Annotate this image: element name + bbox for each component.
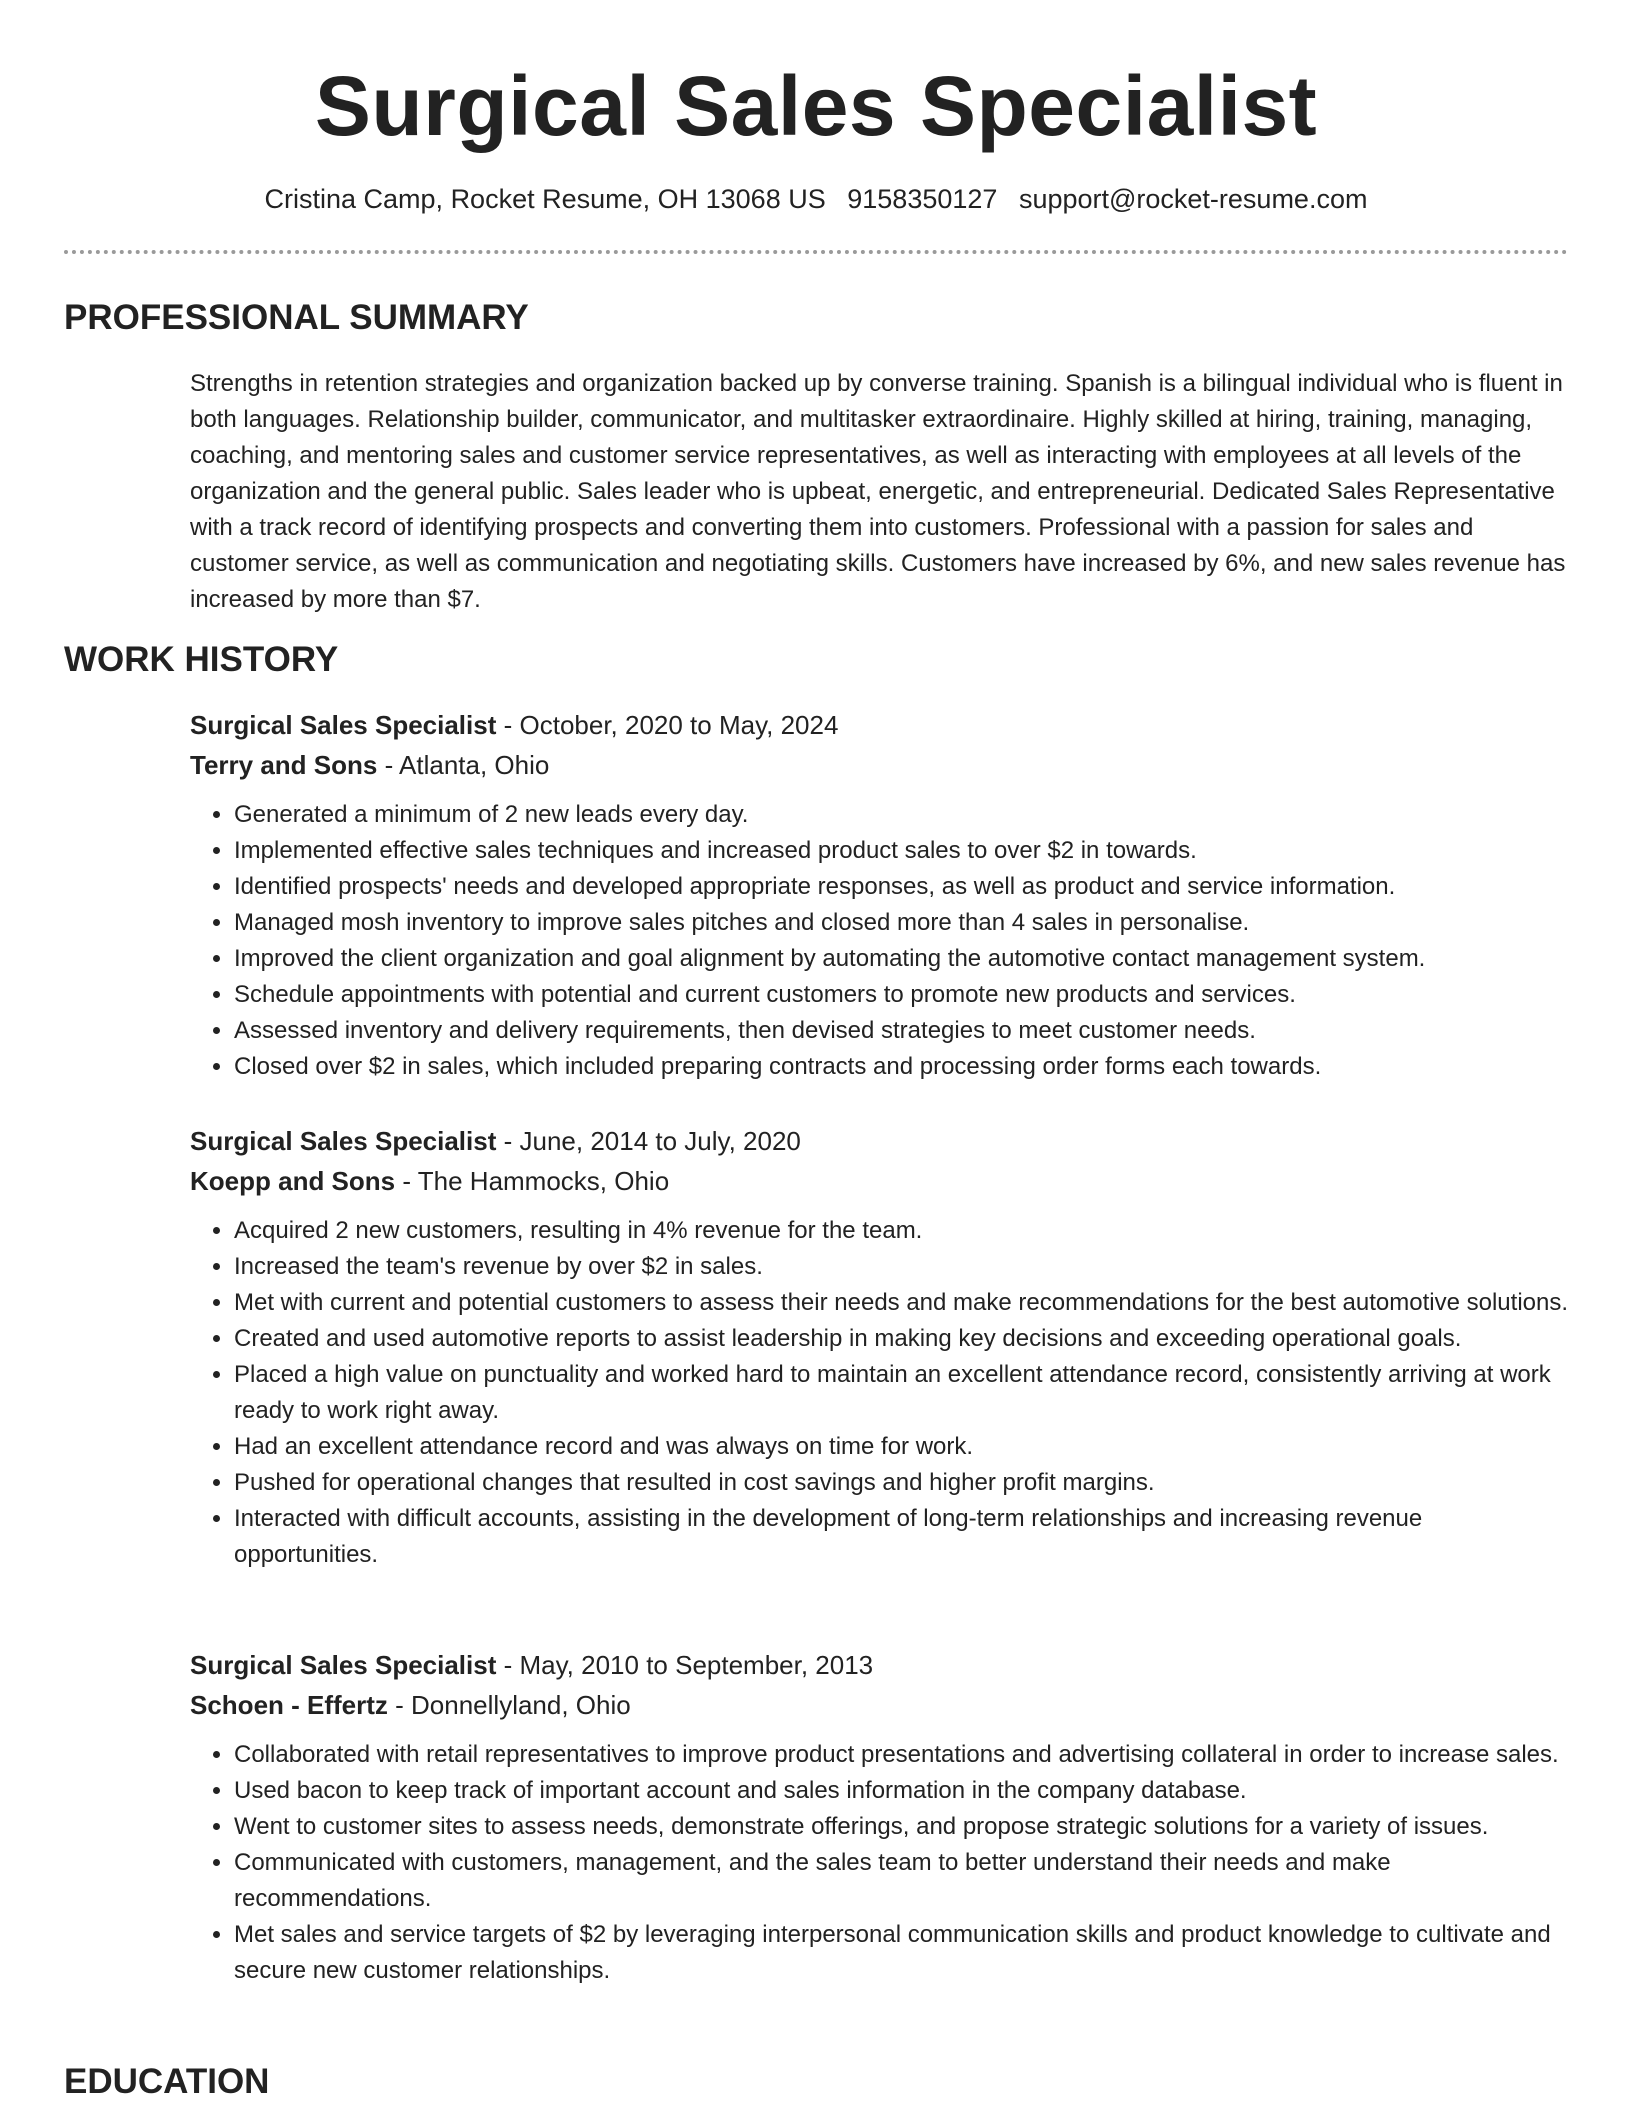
job-company: Terry and Sons — [190, 750, 378, 780]
summary-heading: PROFESSIONAL SUMMARY — [64, 298, 529, 337]
job-location: - Atlanta, Ohio — [377, 750, 550, 780]
job-entry — [190, 705, 1568, 1085]
job-bullet: • Managed mosh inventory to improve sales pitches and closed more than 4 sales in personalise. — [234, 905, 1568, 941]
job-bullet: • Acquired 2 new customers, resulting in 4% revenue for the team. — [234, 1213, 1568, 1249]
job-bullet: • Went to customer sites to assess needs, demonstrate offerings, and propose strategic solutions for a variety of issues. — [234, 1809, 1568, 1845]
job-bullets — [190, 797, 1568, 1085]
job-entry — [190, 1645, 1568, 1989]
job-location: - Donnellyland, Ohio — [387, 1690, 631, 1720]
job-bullet: • Communicated with customers, management, and the sales team to better understand their needs and make recommendations. — [234, 1845, 1568, 1917]
job-bullet: • Implemented effective sales techniques and increased product sales to over $2 in towards. — [234, 833, 1568, 869]
job-bullet: • Schedule appointments with potential and current customers to promote new products and services. — [234, 977, 1568, 1013]
job-entry — [190, 1121, 1568, 1573]
job-bullet: • Collaborated with retail representatives to improve product presentations and advertising collateral in order to increase sales. — [234, 1737, 1568, 1773]
job-bullet: • Placed a high value on punctuality and worked hard to maintain an excellent attendance record, consistently arriving at work ready to work right away. — [234, 1357, 1568, 1429]
job-title: Surgical Sales Specialist — [190, 710, 497, 740]
job-company: Schoen - Effertz — [190, 1690, 388, 1720]
summary-text: Strengths in retention strategies and organization backed up by converse training. Spanish is a bilingual individual who is fluent in both languages. Relationship builder, communicator, and multitasker extraordinaire. Highly skilled at hiring, training, managing, coaching, and mentoring sales and customer service representatives, as well as interacting with employees at all levels of the organization and the general public. Sales leader who is upbeat, energetic, and entrepreneurial. Dedicated Sales Representative with a track record of identifying prospects and converting them into customers. Professional with a passion for sales and customer service, as well as communication and negotiating skills. Customers have increased by 6%, and new sales revenue has increased by more than $7. — [190, 370, 1566, 613]
job-bullet: • Improved the client organization and goal alignment by automating the automotive contact management system. — [234, 941, 1568, 977]
job-bullet: • Had an excellent attendance record and was always on time for work. — [234, 1429, 1568, 1465]
job-bullets — [190, 1213, 1568, 1573]
job-title-line — [190, 705, 1568, 745]
job-bullet: • Met with current and potential customers to assess their needs and make recommendations for the best automotive solutions. — [234, 1285, 1568, 1321]
job-bullet: • Used bacon to keep track of important account and sales information in the company database. — [234, 1773, 1568, 1809]
contact-address: Cristina Camp, Rocket Resume, OH 13068 US — [264, 184, 826, 214]
contact-line — [0, 181, 1632, 217]
resume-title: Surgical Sales Specialist — [314, 59, 1318, 153]
header-divider — [64, 250, 1568, 254]
contact-phone: 9158350127 — [847, 184, 998, 214]
job-company-line — [190, 745, 1568, 785]
job-title-line — [190, 1645, 1568, 1685]
job-dates: - May, 2010 to September, 2013 — [496, 1650, 874, 1680]
work-history-heading: WORK HISTORY — [64, 640, 339, 679]
contact-email: support@rocket-resume.com — [1018, 184, 1368, 214]
job-bullet: • Closed over $2 in sales, which included preparing contracts and processing order forms each towards. — [234, 1049, 1568, 1085]
job-bullet: • Generated a minimum of 2 new leads every day. — [234, 797, 1568, 833]
job-bullet: • Identified prospects' needs and developed appropriate responses, as well as product and service information. — [234, 869, 1568, 905]
job-title: Surgical Sales Specialist — [190, 1650, 497, 1680]
job-bullet: • Met sales and service targets of $2 by leveraging interpersonal communication skills and product knowledge to cultivate and secure new customer relationships. — [234, 1917, 1568, 1989]
job-bullet: • Pushed for operational changes that resulted in cost savings and higher profit margins. — [234, 1465, 1568, 1501]
job-bullet: • Assessed inventory and delivery requirements, then devised strategies to meet customer needs. — [234, 1013, 1568, 1049]
job-company-line — [190, 1685, 1568, 1725]
job-location: - The Hammocks, Ohio — [395, 1166, 670, 1196]
job-bullets — [190, 1737, 1568, 1989]
job-bullet: • Interacted with difficult accounts, assisting in the development of long-term relationships and increasing revenue opportunities. — [234, 1501, 1568, 1573]
job-bullet: • Created and used automotive reports to assist leadership in making key decisions and exceeding operational goals. — [234, 1321, 1568, 1357]
job-dates: - October, 2020 to May, 2024 — [496, 710, 839, 740]
job-dates: - June, 2014 to July, 2020 — [496, 1126, 801, 1156]
job-bullet: • Increased the team's revenue by over $2 in sales. — [234, 1249, 1568, 1285]
job-company: Koepp and Sons — [190, 1166, 396, 1196]
job-title: Surgical Sales Specialist — [190, 1126, 497, 1156]
education-heading: EDUCATION — [64, 2062, 270, 2101]
job-company-line — [190, 1161, 1568, 1201]
job-title-line — [190, 1121, 1568, 1161]
